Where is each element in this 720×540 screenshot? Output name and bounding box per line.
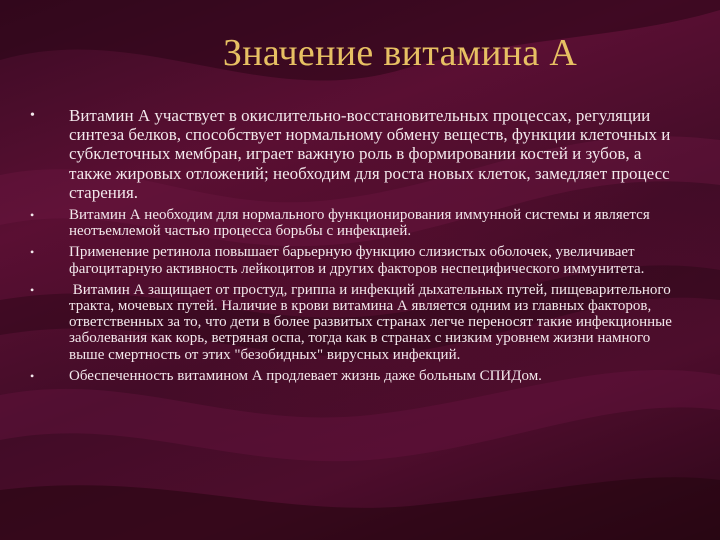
bullet-text: Витамин А необходим для нормального функционирования иммунной системы и является неотъемлемой частью процесса борьбы с инфекцией. (69, 207, 650, 240)
bullet-icon: • (30, 108, 35, 123)
bullet-item (30, 106, 680, 202)
bullet-item (30, 207, 680, 239)
bullet-item (30, 368, 680, 384)
bullet-text: Обеспеченность витамином А продлевает жизнь даже больным СПИДом. (69, 367, 542, 384)
bullet-item (30, 244, 680, 276)
bullet-icon: • (30, 245, 35, 260)
bullet-item (30, 282, 680, 363)
bullet-list (30, 106, 680, 389)
bullet-icon: • (30, 368, 35, 383)
bullet-icon: • (30, 208, 35, 223)
bullet-text: Применение ретинола повышает барьерную функцию слизистых оболочек, увеличивает фагоцитарную активность лейкоцитов и других факторов неспецифического иммунитета. (69, 244, 645, 277)
bullet-text: Витамин А участвует в окислительно-восстановительных процессах, регуляции синтеза белков, способствует нормальному обмену веществ, функции клеточных и субклеточных мембран, играет важную роль в формировании костей и зубов, а также жировых отложений; необходим для роста новых клеток, замедляет процесс старения. (69, 106, 671, 202)
bg-wave-5 (0, 477, 720, 540)
slide-title: Значение витамина А (222, 32, 578, 74)
bullet-text: Витамин А защищает от простуд, гриппа и инфекций дыхательных путей, пищеварительного тракта, мочевых путей. Наличие в крови витамина А является одним из главных факторов, ответственных за то, что дети в более развитых странах легче переносят такие инфекционные заболевания как корь, ветряная оспа, тогда как в странах с низким уровнем жизни намного выше смертность от этих "безобидных" вирусных инфекций. (69, 281, 676, 363)
bullet-icon: • (30, 282, 35, 297)
